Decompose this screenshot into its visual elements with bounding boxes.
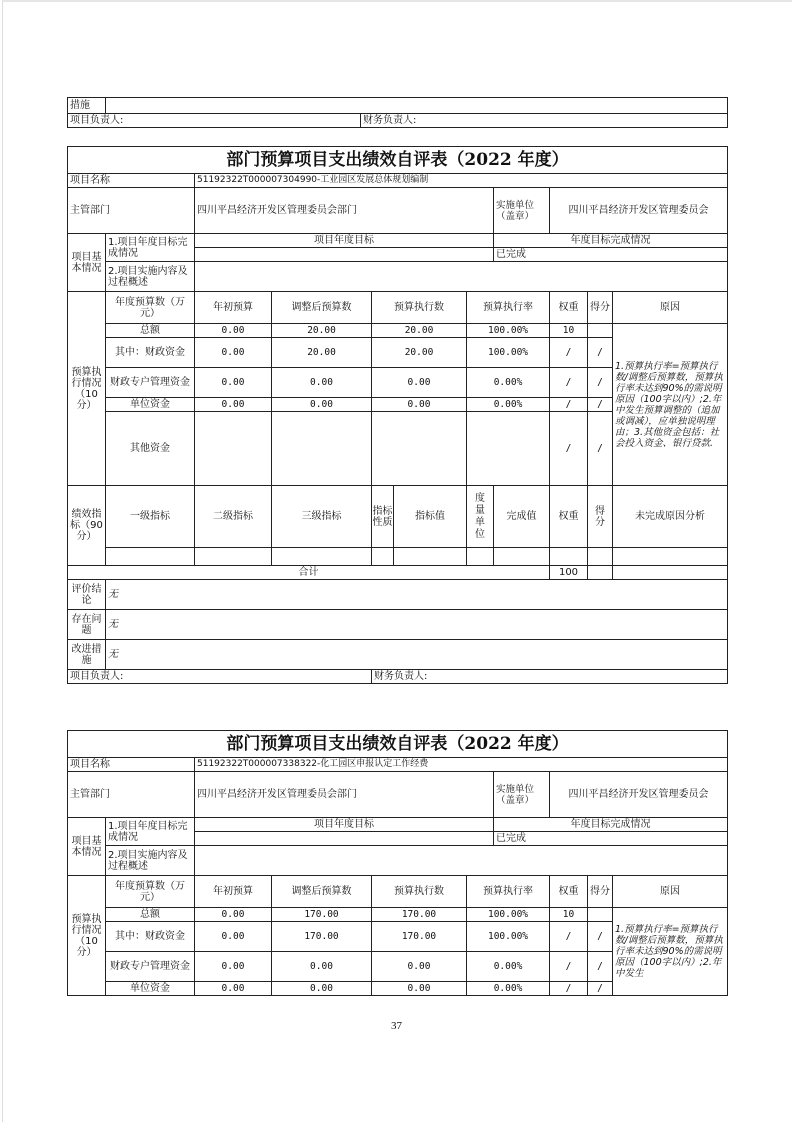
budget-header: 年初预算 bbox=[195, 292, 272, 324]
budget-header: 年度预算数（万元） bbox=[106, 876, 195, 908]
dept-label: 主管部门 bbox=[68, 772, 195, 818]
conclusion-value: 无 bbox=[106, 580, 728, 610]
budget-row bbox=[68, 324, 728, 338]
initial-budget: 0.00 bbox=[195, 922, 272, 952]
execution-rate: 100.00% bbox=[467, 338, 550, 368]
adjusted-budget: 0.00 bbox=[272, 368, 372, 398]
adjusted-budget: 0.00 bbox=[272, 398, 372, 412]
basic-info-label: 项目基本情况 bbox=[68, 234, 106, 292]
executed-budget: 0.00 bbox=[372, 398, 467, 412]
adjusted-budget: 20.00 bbox=[272, 338, 372, 368]
execution-rate: 100.00% bbox=[467, 324, 550, 338]
weight: / bbox=[550, 922, 588, 952]
perf-header: 指标性质 bbox=[372, 486, 394, 548]
page-number: 37 bbox=[391, 1020, 402, 1032]
budget-header: 预算执行率 bbox=[467, 876, 550, 908]
executed-budget: 0.00 bbox=[372, 982, 467, 996]
perf-header: 得分 bbox=[588, 486, 613, 548]
budget-header: 调整后预算数 bbox=[272, 876, 372, 908]
content-value bbox=[195, 262, 728, 292]
weight: 10 bbox=[550, 324, 588, 338]
problems-value: 无 bbox=[106, 610, 728, 640]
adjusted-budget bbox=[272, 412, 372, 486]
basic-info-label: 项目基本情况 bbox=[68, 818, 106, 876]
content-label: 2.项目实施内容及过程概述 bbox=[106, 846, 195, 876]
total-score bbox=[588, 566, 613, 580]
weight: / bbox=[550, 368, 588, 398]
budget-header: 预算执行数 bbox=[372, 876, 467, 908]
row-label: 总额 bbox=[106, 324, 195, 338]
executed-budget: 170.00 bbox=[372, 908, 467, 922]
initial-budget: 0.00 bbox=[195, 324, 272, 338]
initial-budget: 0.00 bbox=[195, 952, 272, 982]
weight: / bbox=[550, 982, 588, 996]
improve-value: 无 bbox=[106, 640, 728, 670]
initial-budget: 0.00 bbox=[195, 982, 272, 996]
project-name-label: 项目名称 bbox=[68, 758, 195, 772]
improve-label: 改进措施 bbox=[68, 640, 106, 670]
row-label: 财政专户管理资金 bbox=[106, 952, 195, 982]
perf-empty-row bbox=[68, 548, 728, 566]
perf-header: 度量单位 bbox=[467, 486, 494, 548]
budget-header: 调整后预算数 bbox=[272, 292, 372, 324]
score: / bbox=[588, 368, 613, 398]
dept-value: 四川平昌经济开发区管理委员会部门 bbox=[195, 772, 494, 818]
goal-header: 项目年度目标 bbox=[195, 234, 494, 248]
score bbox=[588, 908, 613, 922]
project-lead-label: 项目负责人: bbox=[68, 670, 372, 684]
budget-header: 原因 bbox=[613, 292, 728, 324]
adjusted-budget: 170.00 bbox=[272, 908, 372, 922]
weight: / bbox=[550, 398, 588, 412]
initial-budget: 0.00 bbox=[195, 908, 272, 922]
budget-header: 年度预算数（万元） bbox=[106, 292, 195, 324]
measures-label: 措施 bbox=[68, 98, 106, 114]
perf-header: 未完成原因分析 bbox=[613, 486, 728, 548]
row-label: 其中：财政资金 bbox=[106, 922, 195, 952]
finance-lead-label: 财务负责人: bbox=[372, 670, 728, 684]
execution-rate: 0.00% bbox=[467, 982, 550, 996]
row-label: 财政专户管理资金 bbox=[106, 368, 195, 398]
content-label: 2.项目实施内容及过程概述 bbox=[106, 262, 195, 292]
executed-budget: 0.00 bbox=[372, 952, 467, 982]
problems-label: 存在问题 bbox=[68, 610, 106, 640]
budget-header: 年初预算 bbox=[195, 876, 272, 908]
executed-budget: 170.00 bbox=[372, 922, 467, 952]
reason-note: 1.预算执行率=预算执行数/调整后预算数，预算执行率未达到90%的需说明原因（100字以内）;2.年中发生预算调整的（追加或调减），应单独说明理由；3.其他资金包括：社会投入资金、银行贷款. bbox=[613, 324, 728, 486]
total-weight: 100 bbox=[550, 566, 588, 580]
score: / bbox=[588, 338, 613, 368]
adjusted-budget: 170.00 bbox=[272, 922, 372, 952]
execution-rate: 100.00% bbox=[467, 922, 550, 952]
executed-budget bbox=[372, 412, 467, 486]
executed-budget: 0.00 bbox=[372, 368, 467, 398]
perf-header: 三级指标 bbox=[272, 486, 372, 548]
dept-value: 四川平昌经济开发区管理委员会部门 bbox=[195, 188, 494, 234]
goal-status: 已完成 bbox=[494, 832, 728, 846]
initial-budget: 0.00 bbox=[195, 398, 272, 412]
row-label: 其中：财政资金 bbox=[106, 338, 195, 368]
goal-label: 1.项目年度目标完成情况 bbox=[106, 818, 195, 846]
dept-label: 主管部门 bbox=[68, 188, 195, 234]
execution-rate bbox=[467, 412, 550, 486]
finance-lead-label: 财务负责人: bbox=[361, 114, 728, 128]
evaluation-form-2 bbox=[67, 730, 728, 996]
perf-header: 二级指标 bbox=[195, 486, 272, 548]
budget-header: 得分 bbox=[588, 876, 613, 908]
budget-row bbox=[68, 908, 728, 922]
row-label: 单位资金 bbox=[106, 982, 195, 996]
impl-unit-label: 实施单位（盖章） bbox=[494, 188, 550, 234]
adjusted-budget: 20.00 bbox=[272, 324, 372, 338]
perf-header: 完成值 bbox=[494, 486, 550, 548]
weight: 10 bbox=[550, 908, 588, 922]
perf-section-label: 绩效指标（90分） bbox=[68, 486, 106, 566]
perf-header: 一级指标 bbox=[106, 486, 195, 548]
budget-header: 预算执行率 bbox=[467, 292, 550, 324]
budget-section-label: 预算执行情况（10分） bbox=[68, 876, 106, 996]
budget-header: 得分 bbox=[588, 292, 613, 324]
executed-budget: 20.00 bbox=[372, 324, 467, 338]
budget-header: 原因 bbox=[613, 876, 728, 908]
project-name-value: 51192322T000007304990-工业园区发展总体规划编制 bbox=[195, 174, 728, 188]
goal-status-header: 年度目标完成情况 bbox=[494, 818, 728, 832]
execution-rate: 0.00% bbox=[467, 368, 550, 398]
weight: / bbox=[550, 338, 588, 368]
score: / bbox=[588, 412, 613, 486]
score: / bbox=[588, 952, 613, 982]
adjusted-budget: 0.00 bbox=[272, 982, 372, 996]
evaluation-form-1 bbox=[67, 146, 728, 684]
weight: / bbox=[550, 412, 588, 486]
goal-status: 已完成 bbox=[494, 248, 728, 262]
row-label: 总额 bbox=[106, 908, 195, 922]
score bbox=[588, 324, 613, 338]
budget-header: 权重 bbox=[550, 292, 588, 324]
form-title: 部门预算项目支出绩效自评表（2022 年度） bbox=[68, 731, 728, 758]
total-label: 合计 bbox=[68, 566, 550, 580]
budget-section-label: 预算执行情况（10分） bbox=[68, 292, 106, 486]
adjusted-budget: 0.00 bbox=[272, 952, 372, 982]
total-reason bbox=[613, 566, 728, 580]
goal-value bbox=[195, 248, 494, 262]
executed-budget: 20.00 bbox=[372, 338, 467, 368]
previous-form-fragment bbox=[67, 97, 728, 128]
row-label: 单位资金 bbox=[106, 398, 195, 412]
project-name-value: 51192322T000007338322-化工园区申报认定工作经费 bbox=[195, 758, 728, 772]
execution-rate: 0.00% bbox=[467, 398, 550, 412]
initial-budget bbox=[195, 412, 272, 486]
form-title: 部门预算项目支出绩效自评表（2022 年度） bbox=[68, 147, 728, 174]
goal-value bbox=[195, 832, 494, 846]
budget-header: 权重 bbox=[550, 876, 588, 908]
initial-budget: 0.00 bbox=[195, 338, 272, 368]
score: / bbox=[588, 982, 613, 996]
impl-unit-value: 四川平昌经济开发区管理委员会 bbox=[550, 772, 728, 818]
reason-note: 1.预算执行率=预算执行数/调整后预算数，预算执行率未达到90%的需说明原因（100字以内）;2.年中发生 bbox=[613, 908, 728, 996]
score: / bbox=[588, 398, 613, 412]
goal-label: 1.项目年度目标完成情况 bbox=[106, 234, 195, 262]
weight: / bbox=[550, 952, 588, 982]
execution-rate: 0.00% bbox=[467, 952, 550, 982]
perf-header: 权重 bbox=[550, 486, 588, 548]
content-value bbox=[195, 846, 728, 876]
impl-unit-label: 实施单位（盖章） bbox=[494, 772, 550, 818]
initial-budget: 0.00 bbox=[195, 368, 272, 398]
row-label: 其他资金 bbox=[106, 412, 195, 486]
project-name-label: 项目名称 bbox=[68, 174, 195, 188]
measures-value bbox=[106, 98, 728, 114]
goal-status-header: 年度目标完成情况 bbox=[494, 234, 728, 248]
budget-header: 预算执行数 bbox=[372, 292, 467, 324]
perf-header: 指标值 bbox=[394, 486, 467, 548]
execution-rate: 100.00% bbox=[467, 908, 550, 922]
project-lead-label: 项目负责人: bbox=[68, 114, 361, 128]
goal-header: 项目年度目标 bbox=[195, 818, 494, 832]
impl-unit-value: 四川平昌经济开发区管理委员会 bbox=[550, 188, 728, 234]
score: / bbox=[588, 922, 613, 952]
conclusion-label: 评价结论 bbox=[68, 580, 106, 610]
